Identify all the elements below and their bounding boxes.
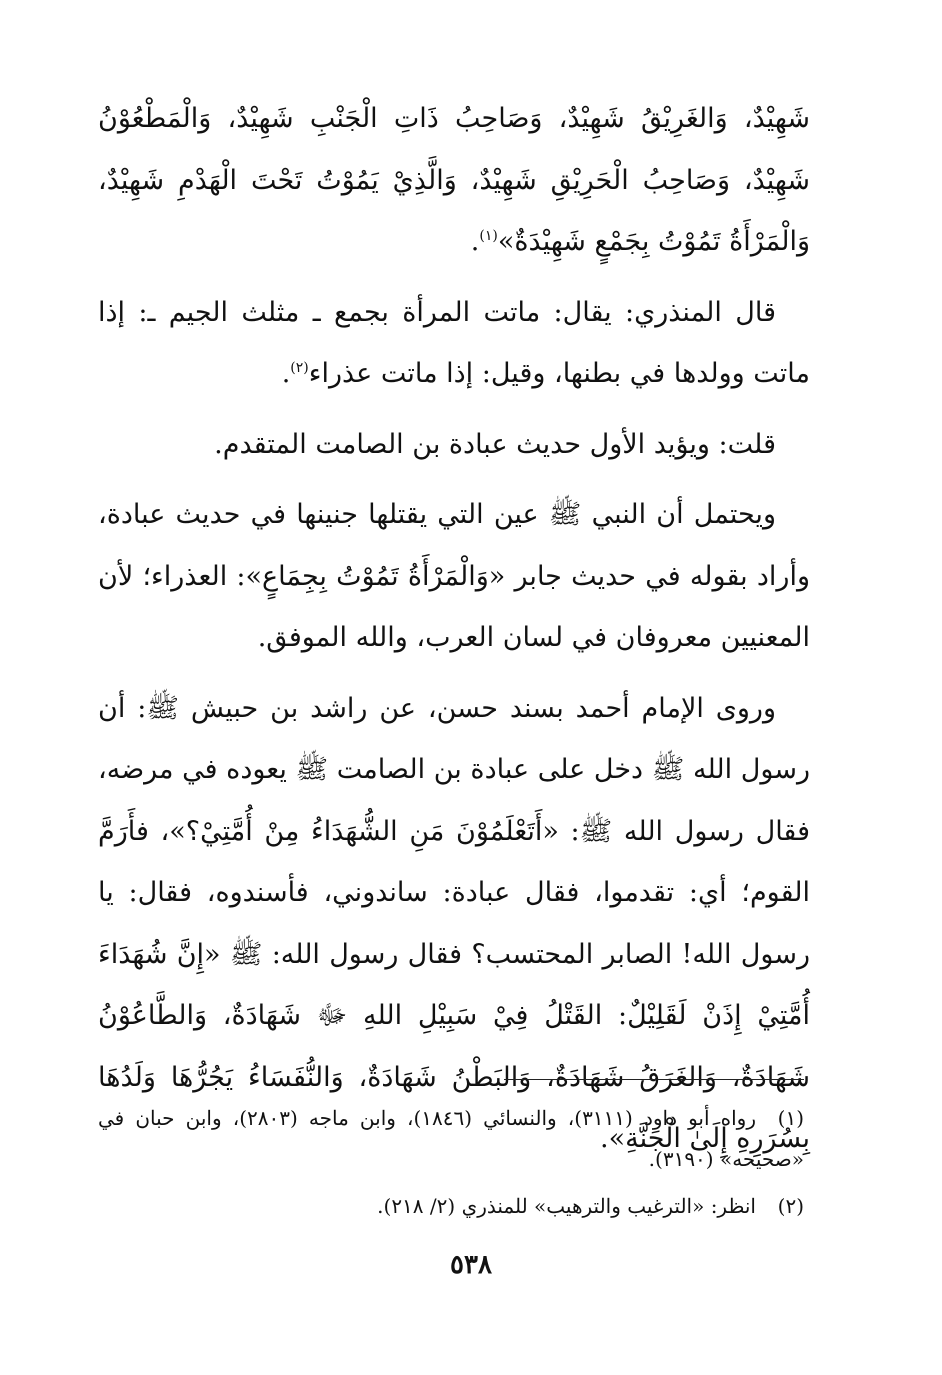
paragraph-5: وروى الإمام أحمد بسند حسن، عن راشد بن حبيش ﷺ: أن رسول الله ﷺ دخل على عبادة بن الصامت ﷺ يعوده في مرضه، فقال رسول الله ﷺ: «أَتَعْلَمُوْنَ مَنِ الشُّهَدَاءُ مِنْ أُمَّتِيْ؟»، فأَرَمَّ القوم؛ أي: تقدموا، فقال عبادة: ساندوني، فأسندوه، فقال: يا رسول الله! الصابر المحتسب؟ فقال رسول الله: ﷺ «إِنَّ شُهَدَاءَ أُمَّتِيْ إِذَنْ لَقَلِيْلٌ: القَتْلُ فِيْ سَبِيْلِ اللهِ ﷻ شَهَادَةٌ، وَالطَّاعُوْنُ شَهَادَةٌ، وَالغَرَقُ شَهَادَةٌ، وَالبَطْنُ شَهَادَةٌ، وَالنُّفَسَاءُ يَجُرُّهَا وَلَدُهَا بِسُرَرِهِ إِلَىٰ الْجَنَّةِ». — [98, 692, 810, 1154]
footnote-2 — [98, 1186, 804, 1227]
footnote-text-2: انظر: «الترغيب والترهيب» للمنذري (٢/ ٢١٨). — [377, 1194, 756, 1218]
footnote-number-1: (١) — [777, 1106, 805, 1130]
footnote-ref-2: (٢) — [290, 360, 309, 376]
paragraph-3: قلت: ويؤيد الأول حديث عبادة بن الصامت المتقدم. — [214, 428, 776, 460]
paragraph-2: قال المنذري: يقال: ماتت المرأة بجمع ـ مثلث الجيم ـ: إذا ماتت وولدها في بطنها، وقيل: إذا ماتت عذراء$^{(٢)}$. — [98, 296, 810, 389]
footnote-divider — [504, 1079, 804, 1080]
footnote-1 — [98, 1098, 804, 1180]
page-number: ٥٣٨ — [450, 1250, 492, 1280]
paragraph-4: ويحتمل أن النبي ﷺ عين التي يقتلها جنينها في حديث عبادة، وأراد بقوله في حديث جابر «وَالْمَرْأَةُ تَمُوْتُ بِجِمَاعٍ»: العذراء؛ لأن المعنيين معروفان في لسان العرب، والله الموفق. — [98, 499, 810, 653]
footnote-number-2: (٢) — [777, 1194, 804, 1218]
footnotes — [98, 1098, 804, 1233]
paragraph-1: شَهِيْدٌ، وَالغَرِيْقُ شَهِيْدٌ، وَصَاحِبُ ذَاتِ الْجَنْبِ شَهِيْدٌ، وَالْمَطْعُوْنُ شَهِيْدٌ، وَصَاحِبُ الْحَرِيْقِ شَهِيْدٌ، وَالَّذِيْ يَمُوْتُ تَحْتَ الْهَدْمِ شَهِيْدٌ، وَالْمَرْأَةُ تَمُوْتُ بِجَمْعٍ شَهِيْدَةٌ»$^{(١)}$. — [98, 103, 810, 257]
footnote-ref-1: (١) — [479, 228, 498, 244]
footnote-text-1: رواه أبو داود (٣١١١)، والنسائي (١٨٤٦)، وابن ماجه (٢٨٠٣)، وابن حبان في «صحيحه» (٣١٩٠). — [98, 1106, 804, 1171]
main-text — [98, 88, 810, 1170]
